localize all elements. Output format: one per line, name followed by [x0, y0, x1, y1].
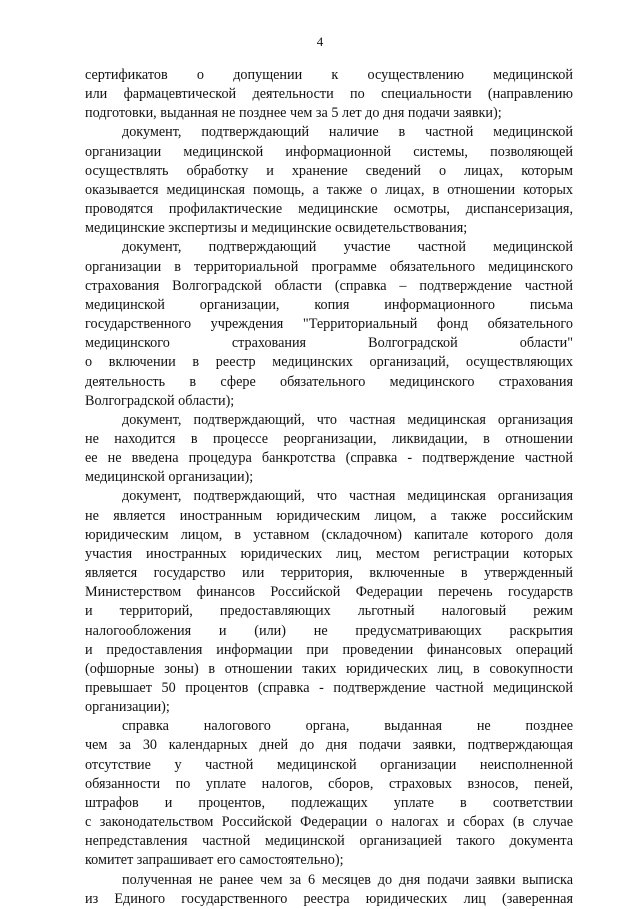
- document-body: [85, 66, 573, 909]
- text-line: ее не введена процедура банкротства (справка - подтверждение частной: [85, 450, 573, 467]
- text-line: организации);: [85, 699, 170, 716]
- text-line: документ, подтверждающий наличие в частной медицинской: [122, 124, 573, 141]
- paragraph: [85, 238, 573, 410]
- text-line: справка налогового органа, выданная не позднее: [122, 718, 573, 735]
- text-line: участия иностранных юридических лиц, местом регистрации которых: [85, 545, 573, 562]
- text-line: медицинские экспертизы и медицинские освидетельствования;: [85, 220, 468, 237]
- text-line: превышает 50 процентов (справка - подтверждение частной медицинской: [85, 680, 573, 696]
- paragraph: [85, 66, 573, 123]
- text-line: оказывается медицинская помощь, а также о лицах, в отношении которых: [85, 181, 573, 198]
- text-line: обязанности по уплате налогов, сборов, страховых взносов, пеней,: [85, 775, 573, 792]
- paragraph: [85, 123, 573, 238]
- text-line: является государство или территория, включенные в утвержденный: [85, 565, 573, 582]
- text-line: комитет запрашивает его самостоятельно);: [85, 852, 344, 869]
- text-line: Министерством финансов Российской Федерации перечень государств: [85, 584, 573, 601]
- text-line: деятельность в сфере обязательного медицинского страхования: [85, 373, 573, 390]
- text-line: организации медицинской информационной системы, позволяющей: [85, 143, 573, 160]
- text-line: с законодательством Российской Федерации о налогах и сборах (в случае: [85, 814, 573, 831]
- paragraph: [85, 871, 573, 909]
- paragraph: [85, 411, 573, 488]
- text-line: осуществлять обработку и хранение сведений о лицах, которым: [85, 162, 573, 179]
- text-line: или фармацевтической деятельности по специальности (направлению: [85, 86, 573, 103]
- paragraph: [85, 487, 573, 717]
- text-line: подготовки, выданная не позднее чем за 5 лет до дня подачи заявки);: [85, 105, 502, 122]
- text-line: юридическим лицом, в уставном (складочном) капитале которого доля: [85, 526, 573, 543]
- text-line: из Единого государственного реестра юридических лиц (заверенная: [85, 890, 573, 907]
- text-line: документ, подтверждающий участие частной медицинской: [122, 239, 573, 256]
- text-line: страхования Волгоградской области (справка – подтверждение частной: [85, 277, 573, 294]
- text-line: Волгоградской области);: [85, 392, 235, 409]
- text-line: непредставления частной медицинской организацией такого документа: [85, 833, 573, 850]
- text-line: организации в территориальной программе обязательного медицинского: [85, 258, 573, 275]
- page-number: 4: [316, 34, 324, 49]
- text-line: о включении в реестр медицинских организаций, осуществляющих: [85, 354, 573, 371]
- text-line: чем за 30 календарных дней до дня подачи заявки, подтверждающая: [85, 737, 573, 754]
- text-line: документ, подтверждающий, что частная медицинская организация: [122, 488, 573, 505]
- text-line: проводятся профилактические медицинские осмотры, диспансеризация,: [85, 201, 573, 218]
- text-line: и предоставления информации при проведении финансовых операций: [85, 641, 573, 658]
- text-line: (офшорные зоны) в отношении таких юридических лиц, в совокупности: [85, 660, 573, 677]
- text-line: медицинской организации);: [85, 469, 254, 486]
- text-line: полученная не ранее чем за 6 месяцев до дня подачи заявки выписка: [122, 871, 573, 888]
- text-line: документ, подтверждающий, что частная медицинская организация: [122, 411, 573, 428]
- text-line: сертификатов о допущении к осуществлению медицинской: [85, 67, 573, 83]
- text-line: медицинского страхования Волгоградской области": [85, 335, 573, 352]
- text-line: не является иностранным юридическим лицом, а также российским: [85, 507, 573, 524]
- text-line: штрафов и процентов, подлежащих уплате в соответствии: [85, 794, 573, 811]
- text-line: отсутствие у частной медицинской организации неисполненной: [85, 756, 573, 773]
- paragraph: [85, 717, 573, 870]
- text-line: медицинской организации, копия информационного письма: [85, 296, 573, 313]
- text-line: налогообложения и (или) не предусматривающих раскрытия: [85, 622, 573, 639]
- text-line: не находится в процессе реорганизации, ликвидации, в отношении: [85, 430, 573, 447]
- text-line: государственного учреждения "Территориальный фонд обязательного: [85, 316, 573, 333]
- text-line: и территорий, предоставляющих льготный налоговый режим: [85, 603, 573, 620]
